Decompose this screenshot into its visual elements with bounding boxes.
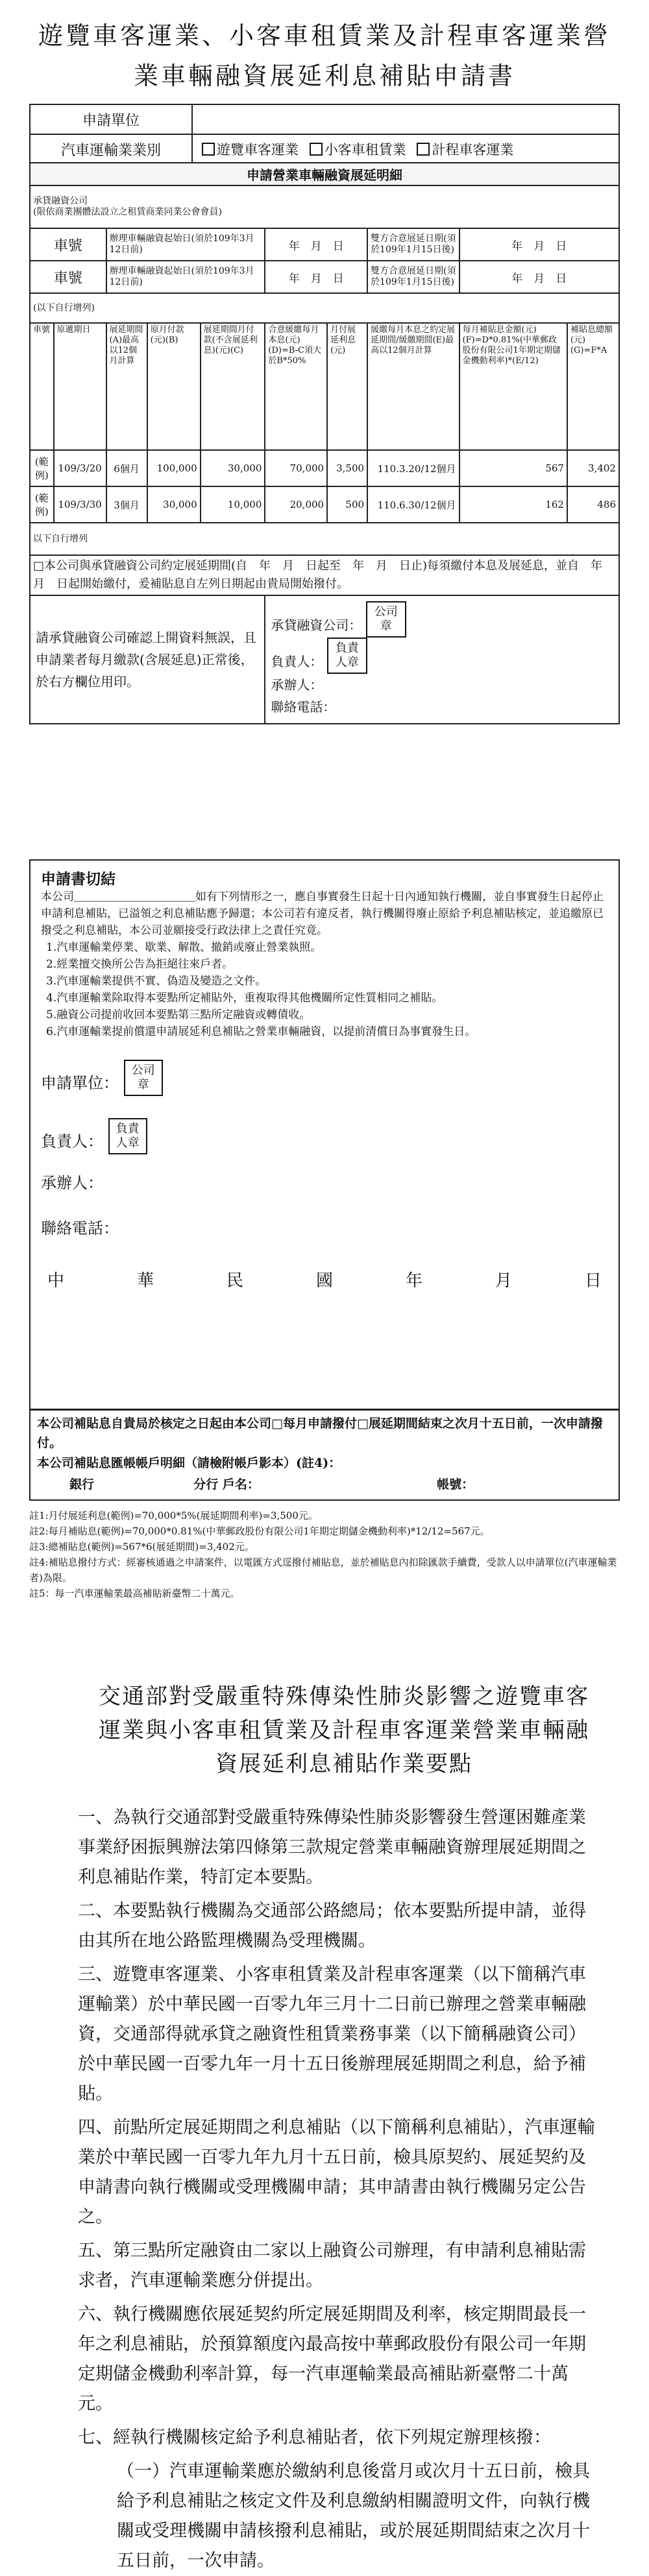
column-header: 展延期間(A)最高以12個月計算: [106, 323, 147, 450]
extension-detail-table: [29, 162, 620, 724]
note-item: 註3:總補貼息(範例)=567*6(展延期間)=3,402元。: [29, 1541, 254, 1553]
checkbox-car-rental[interactable]: [310, 143, 323, 156]
guideline-article: 六、執行機關應依展延契約所定展延期間及利率，核定期間最長一年之利息補貼，於預算額度內最高按中華郵政股份有限公司一年期定期儲金機動利率計算，每一汽車運輸業最高補貼新臺幣二十萬元。: [78, 2304, 586, 2414]
agreed-label-2: 雙方合意展延日期(須於109年1月15日後): [367, 261, 459, 293]
pledge-responsible-label: 負責人：: [41, 1132, 103, 1151]
applicant-label: 申請單位: [30, 104, 192, 134]
payment-section: [29, 1409, 620, 1501]
table-cell: 110.3.20/12個月: [367, 450, 459, 486]
table-cell: 3個月: [106, 486, 147, 523]
table-cell: 486: [567, 486, 619, 523]
pledge-company-seal: 公司章: [124, 1060, 163, 1096]
phone-label: 聯絡電話：: [271, 699, 336, 715]
table-cell: 30,000: [201, 450, 265, 486]
table-cell: 100,000: [147, 450, 201, 486]
pledge-item: 5.融資公司提前收回本要點第三點所定融資或轉債收。: [46, 1008, 311, 1021]
date-line: [41, 1267, 608, 1291]
person-seal: 負責人章: [327, 638, 367, 674]
table-cell: (範例): [30, 486, 54, 523]
table-cell: 3,402: [567, 450, 619, 486]
note-item: 註1:月付展延利息(範例)=70,000*5%(展延期間利率)=3,500元。: [29, 1510, 318, 1521]
agreed-date-2[interactable]: 年 月 日: [459, 261, 619, 293]
note-item: 註5：每一汽車運輸業最高補貼新臺幣二十萬元。: [29, 1588, 240, 1599]
notes-list: [29, 1508, 620, 1601]
guideline-article: 三、遊覽車客運業、小客車租賃業及計程車客運業（以下簡稱汽車運輸業）於中華民國一百零九年三月十二日前已辦理之營業車輛融資，交通部得就承貸之融資性租賃業務事業（以下簡稱融資公司）於中華民國一百零九年一月十五日後辦理展延期間之利息，給予補貼。: [78, 1964, 586, 2104]
option-car-rental: 小客車租賃業: [324, 142, 406, 158]
plate-label-2: 車號: [30, 261, 106, 293]
date-char: 華: [136, 1271, 154, 1291]
date-char: 中: [47, 1271, 65, 1291]
date-char: 日: [584, 1271, 602, 1291]
column-header: 展延期間月付款(不含展延利息)(元)(C): [201, 323, 265, 450]
column-header: 車號: [30, 323, 54, 450]
guideline-article: 一、為執行交通部對受嚴重特殊傳染性肺炎影響發生營運困難產業事業紓困振興辦法第四條第三款規定營業車輛融資辦理展延期間之利息補貼作業，特訂定本要點。: [78, 1807, 586, 1887]
pledge-item: 4.汽車運輸業除取得本要點所定補貼外，重複取得其他機關所定性質相同之補貼。: [46, 992, 443, 1005]
pledge-intro: 本公司＿＿＿＿＿＿＿＿＿＿＿如有下列情形之一，應自事實發生日起十日內通知執行機關，並自事實發生日起停止申請利息補貼，已溢領之利息補貼應予歸還；本公司若有違反者，執行機關得廢止原給予利息補貼核定，並追繳原已撥受之利息補貼，本公司並願接受行政法律上之責任究竟。: [41, 890, 604, 937]
column-header: 合意緩繳每月本息(元)(D)=B-C須大於B*50%: [265, 323, 327, 450]
date-char: 年: [405, 1271, 422, 1291]
plate-label-1: 車號: [30, 228, 106, 261]
applicant-field[interactable]: [192, 104, 619, 134]
pledge-handler-label: 承辦人：: [41, 1174, 103, 1192]
date-char: 月: [495, 1271, 512, 1291]
pledge-phone-label: 聯絡電話：: [41, 1219, 119, 1237]
table-cell: (範例): [30, 450, 54, 486]
agreed-label-1: 雙方合意展延日期(須於109年1月15日後): [367, 228, 459, 261]
column-header-row: [30, 323, 619, 450]
table-cell: 109/3/30: [54, 486, 106, 523]
table-cell: 70,000: [265, 450, 327, 486]
note-item: 註4:補貼息撥付方式：經審核通過之申請案件，以電匯方式逕撥付補貼息，並於補貼息內扣除匯款手續費，受款人以申請單位(汽車運輸業者)為限。: [29, 1556, 617, 1584]
responsible-label: 負責人：: [271, 654, 323, 669]
lender-sign-block: [265, 595, 619, 724]
guideline-article: 七、經執行機關核定給予利息補貼者，依下列規定辦理核撥：: [78, 2427, 551, 2448]
company-seal: 公司章: [366, 601, 406, 638]
account-name-label: 戶名：: [222, 1477, 260, 1492]
table-cell: 162: [459, 486, 567, 523]
pledge-item: 3.汽車運輸業提供不實、偽造及變造之文件。: [46, 975, 267, 988]
pledge-item: 6.汽車運輸業提前償還申請展延利息補貼之營業車輛融資，以提前清償日為事實發生日。: [46, 1025, 476, 1038]
pledge-title: 申請書切結: [41, 870, 116, 888]
note-item: 註2:每月補貼息(範例)=70,000*0.81%(中華郵政股份有限公司1年期定期儲金機動利率)*12/12=567元。: [29, 1525, 490, 1537]
confirm-text: 請承貸融資公司確認上開資料無誤，且申請業者每月繳款(含展延息)正常後，於右方欄位用印。: [30, 595, 265, 724]
lender-label: 承貸融資公司 (限依商業團體法設立之租賃商業同業公會會員): [30, 185, 619, 228]
table-cell: 10,000: [201, 486, 265, 523]
option-taxi: 計程車客運業: [432, 142, 514, 158]
guideline-sub-article: （一）汽車運輸業應於繳納利息後當月或次月十五日前，檢具給予利息補貼之核定文件及利息繳納相關證明文件，向執行機關或受理機關申請核撥利息補貼，或於展延期間結束之次月十五日前，一次申請。: [117, 2461, 590, 2571]
guideline-article: 五、第三點所定融資由二家以上融資公司辦理，有申請利息補貼需求者，汽車運輸業應分併提出。: [78, 2241, 586, 2291]
lender-sign-label: 承貸融資公司：: [271, 617, 362, 633]
pledge-applicant-label: 申請單位：: [41, 1074, 119, 1092]
payment-method-text: 本公司補貼息自貴局於核定之日起由本公司□每月申請撥付□展延期間結束之次月十五日前，一次申請撥付。: [37, 1416, 603, 1450]
table-cell: 567: [459, 450, 567, 486]
column-header: 補貼息總額(元)(G)=F*A: [567, 323, 619, 450]
option-tour-bus: 遊覽車客運業: [217, 142, 299, 158]
date-char: 國: [315, 1271, 333, 1291]
fill-in-label-2: 以下自行增列: [30, 523, 619, 555]
loan-start-label-1: 辦理車輛融資起始日(須於109年3月12日前): [106, 228, 265, 261]
pledge-person-seal: 負責人章: [108, 1118, 147, 1154]
loan-start-label-2: 辦理車輛融資起始日(須於109年3月12日前): [106, 261, 265, 293]
handler-label: 承辦人：: [271, 677, 323, 693]
loan-start-date-2[interactable]: 年 月 日: [265, 261, 367, 293]
agreed-date-1[interactable]: 年 月 日: [459, 228, 619, 261]
commitment-text: □本公司與承貸融資公司約定展延期間(自 年 月 日起至 年 月 日止)每須繳付本息及展延息，並自 年 月 日起開始繳付，爰補貼息自左列日期起由貴局開始撥付。: [30, 555, 619, 595]
date-char: 民: [226, 1271, 243, 1291]
branch-label: 分行: [193, 1477, 219, 1492]
guidelines-title: 交通部對受嚴重特殊傳染性肺炎影響之遊覽車客運業與小客車租賃業及計程車客運業營業車輛融資展延利息補貼作業要點: [99, 1684, 589, 1777]
column-header: 原月付款(元)(B): [147, 323, 201, 450]
column-header: 緩繳每月本息之約定展延期間/緩繳期間(E)最高以12個月計算: [367, 323, 459, 450]
table-cell: 20,000: [265, 486, 327, 523]
table-cell: 109/3/20: [54, 450, 106, 486]
table-row: [30, 450, 619, 486]
payment-account-text: 本公司補貼息匯帳帳戶明細（請檢附帳戶影本）(註4)：: [37, 1456, 341, 1470]
column-header: 月付展延利息(元): [327, 323, 367, 450]
section-title: 申請營業車輛融資展延明細: [30, 163, 619, 185]
fill-in-label: (以下自行增列): [30, 293, 619, 323]
table-cell: 6個月: [106, 450, 147, 486]
bank-label: 銀行: [69, 1477, 95, 1492]
industry-options: [192, 134, 619, 164]
table-cell: 110.6.30/12個月: [367, 486, 459, 523]
guideline-article: 二、本要點執行機關為交通部公路總局；依本要點所提申請，並得由其所在地公路監理機關為受理機關。: [78, 1901, 586, 1951]
guidelines-articles: [78, 1803, 597, 2576]
guideline-article: 四、前點所定展延期間之利息補貼（以下簡稱利息補貼），汽車運輸業於中華民國一百零九年九月十五日前，檢具原契約、展延契約及申請書向執行機關或受理機關申請；其申請書由執行機關另定公告之。: [78, 2117, 595, 2227]
table-cell: 3,500: [327, 450, 367, 486]
checkbox-taxi[interactable]: [417, 143, 430, 156]
table-row: [30, 486, 619, 523]
page-subtitle: 業車輛融資展延利息補貼申請書: [133, 62, 515, 90]
account-no-label: 帳號：: [437, 1477, 474, 1492]
industry-label: 汽車運輸業業別: [30, 134, 192, 164]
pledge-section: [29, 859, 620, 1411]
table-cell: 30,000: [147, 486, 201, 523]
checkbox-tour-bus[interactable]: [202, 143, 215, 156]
page-title: 遊覽車客運業、小客車租賃業及計程車客運業營: [38, 21, 611, 50]
pledge-item: 2.經業擅交換所公告為拒絕往來戶者。: [46, 958, 234, 971]
loan-start-date-1[interactable]: 年 月 日: [265, 228, 367, 261]
column-header: 每月補貼息金額(元)(F)=D*0.81%(中華郵政股份有限公司1年期定期儲金機動利率)*(E/12): [459, 323, 567, 450]
table-cell: 500: [327, 486, 367, 523]
pledge-list: [41, 939, 608, 1040]
pledge-item: 1.汽車運輸業停業、歇業、解散、撤銷或廢止營業執照。: [46, 941, 322, 954]
column-header: 原遞期日: [54, 323, 106, 450]
application-form: [29, 104, 620, 165]
